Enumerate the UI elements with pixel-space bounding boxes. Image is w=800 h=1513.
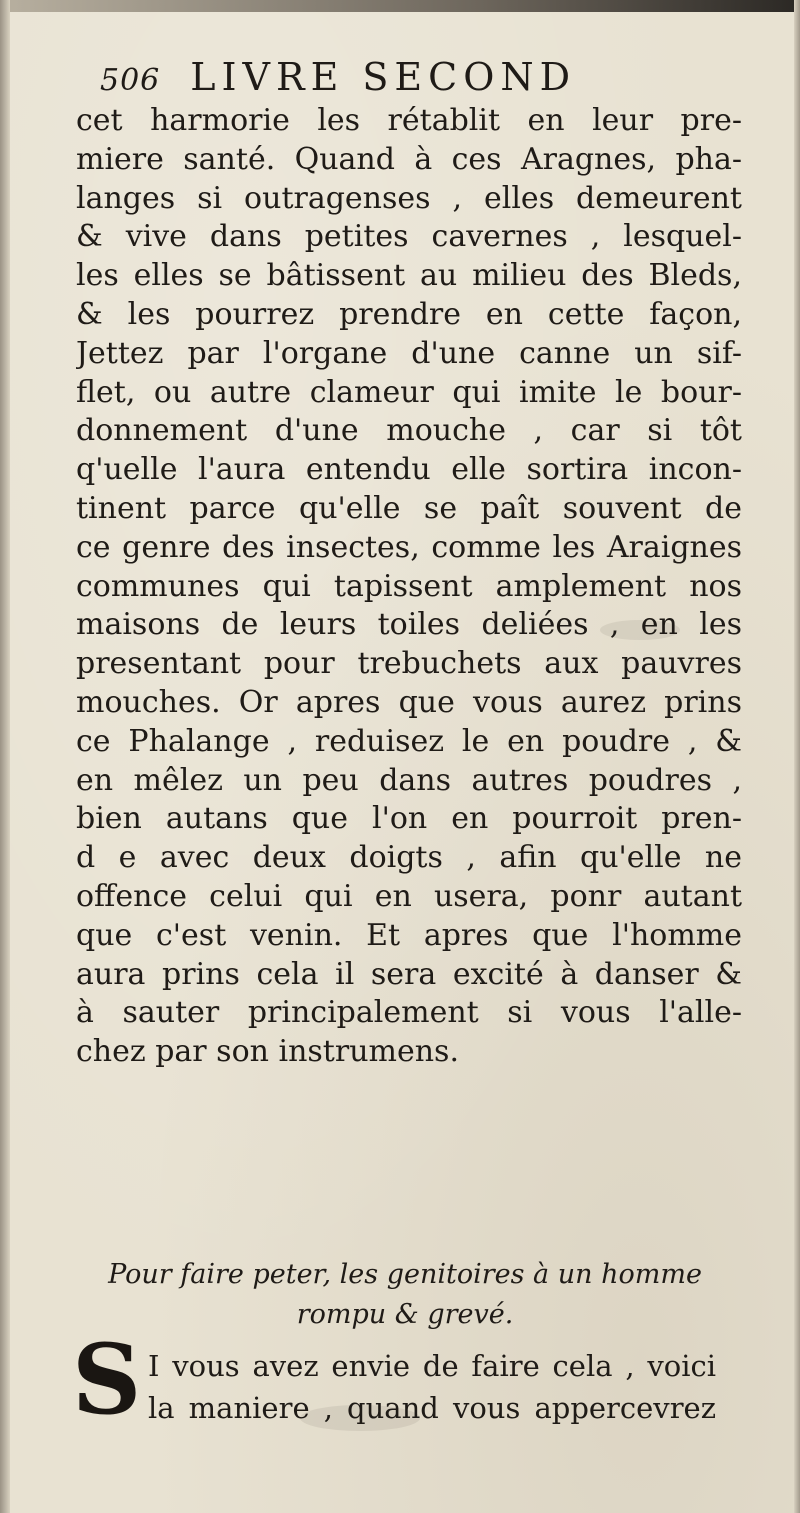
text-line: offence celui qui en usera, ponr autant bbox=[76, 878, 742, 914]
page-number: 506 bbox=[100, 63, 161, 98]
text-line: que c'est venin. Et apres que l'homme bbox=[76, 917, 742, 953]
text-line: communes qui tapissent amplement nos bbox=[76, 568, 742, 604]
text-line: d e avec deux doigts , afin qu'elle ne bbox=[76, 840, 742, 876]
text-line: à sauter principalement si vous l'alle- bbox=[76, 995, 742, 1031]
text-line: & les pourrez prendre en cette façon, bbox=[76, 296, 742, 332]
text-line: aura prins cela il sera excité à danser & bbox=[76, 956, 742, 992]
text-line: chez par son instrumens. bbox=[76, 1034, 459, 1070]
text-line: miere santé. Quand à ces Aragnes, pha- bbox=[76, 141, 742, 177]
text-line: ce genre des insectes, comme les Araignes bbox=[76, 529, 742, 565]
text-line: presentant pour trebuchets aux pauvres bbox=[76, 646, 742, 682]
text-line: tinent parce qu'elle se paît souvent de bbox=[76, 490, 742, 526]
text-line: les elles se bâtissent au milieu des Bleds, bbox=[76, 258, 742, 294]
text-line: mouches. Or apres que vous aurez prins bbox=[76, 684, 742, 720]
text-line: & vive dans petites cavernes , lesquel- bbox=[76, 219, 742, 255]
section-heading-line: rompu & grevé. bbox=[296, 1299, 514, 1330]
text-line: donnement d'une mouche , car si tôt bbox=[76, 413, 742, 449]
section-text bbox=[148, 1345, 716, 1429]
text-line: en mêlez un peu dans autres poudres , bbox=[76, 762, 742, 798]
running-head bbox=[100, 55, 750, 105]
text-line: Jettez par l'organe d'une canne un sif- bbox=[76, 335, 742, 371]
text-line: la maniere , quand vous appercevrez bbox=[148, 1391, 716, 1425]
page-right-edge bbox=[794, 0, 800, 1513]
section-heading-line: Pour faire peter, les genitoires à un homme bbox=[108, 1259, 702, 1290]
text-line: cet harmorie les rétablit en leur pre- bbox=[76, 103, 742, 138]
section-heading bbox=[80, 1255, 730, 1335]
text-line: langes si outragenses , elles demeurent bbox=[76, 180, 742, 216]
text-line: I vous avez envie de faire cela , voici bbox=[148, 1349, 716, 1383]
page-binding-edge bbox=[0, 0, 10, 1513]
text-line: ce Phalange , reduisez le en poudre , & bbox=[76, 723, 742, 759]
text-line: flet, ou autre clameur qui imite le bour- bbox=[76, 374, 742, 410]
text-line: bien autans que l'on en pourroit pren- bbox=[76, 801, 742, 837]
text-line: q'uelle l'aura entendu elle sortira incon- bbox=[76, 452, 742, 488]
page-top-edge bbox=[0, 0, 800, 12]
running-title: LIVRE SECOND bbox=[190, 55, 577, 99]
body-text bbox=[76, 102, 742, 1072]
drop-cap: S bbox=[72, 1323, 142, 1436]
text-line: maisons de leurs toiles deliées , en les bbox=[76, 607, 742, 643]
